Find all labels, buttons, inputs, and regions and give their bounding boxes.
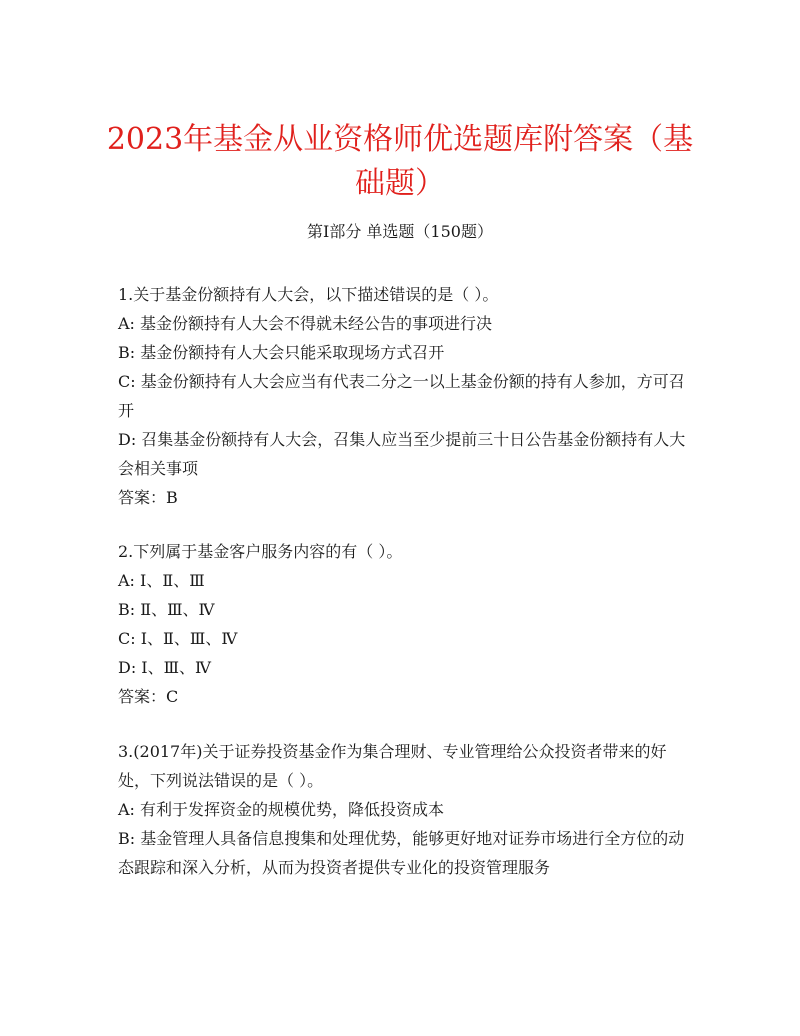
option-c: C: 基金份额持有人大会应当有代表二分之一以上基金份额的持有人参加，方可召开 <box>118 372 685 420</box>
question-block <box>118 280 690 512</box>
option-d: D: Ⅰ、Ⅲ、Ⅳ <box>118 658 212 677</box>
option-b: B: 基金份额持有人大会只能采取现场方式召开 <box>118 343 445 362</box>
document-title: 2023年基金从业资格师优选题库附答案（基础题） <box>106 122 694 201</box>
answer: 答案：C <box>118 687 179 706</box>
answer: 答案：B <box>118 488 178 507</box>
question-stem: 3.(2017年)关于证券投资基金作为集合理财、专业管理给公众投资者带来的好处，下列说法错误的是（ ）。 <box>118 742 667 790</box>
option-d: D: 召集基金份额持有人大会，召集人应当至少提前三十日公告基金份额持有人大会相关事项 <box>118 430 686 478</box>
section-heading: 第Ⅰ部分 单选题（150题） <box>307 222 493 241</box>
option-b: B: Ⅱ、Ⅲ、Ⅳ <box>118 600 215 619</box>
question-block <box>118 537 690 711</box>
question-stem: 2.下列属于基金客户服务内容的有（ ）。 <box>118 542 403 561</box>
question-stem: 1.关于基金份额持有人大会，以下描述错误的是（ ）。 <box>118 285 499 304</box>
option-c: C: Ⅰ、Ⅱ、Ⅲ、Ⅳ <box>118 629 238 648</box>
option-b: B: 基金管理人具备信息搜集和处理优势，能够更好地对证券市场进行全方位的动态跟踪和深入分析，从而为投资者提供专业化的投资管理服务 <box>118 829 685 877</box>
option-a: A: 有利于发挥资金的规模优势，降低投资成本 <box>118 800 445 819</box>
option-a: A: Ⅰ、Ⅱ、Ⅲ <box>118 571 205 590</box>
option-a: A: 基金份额持有人大会不得就未经公告的事项进行决 <box>118 314 493 333</box>
question-block <box>118 737 690 882</box>
